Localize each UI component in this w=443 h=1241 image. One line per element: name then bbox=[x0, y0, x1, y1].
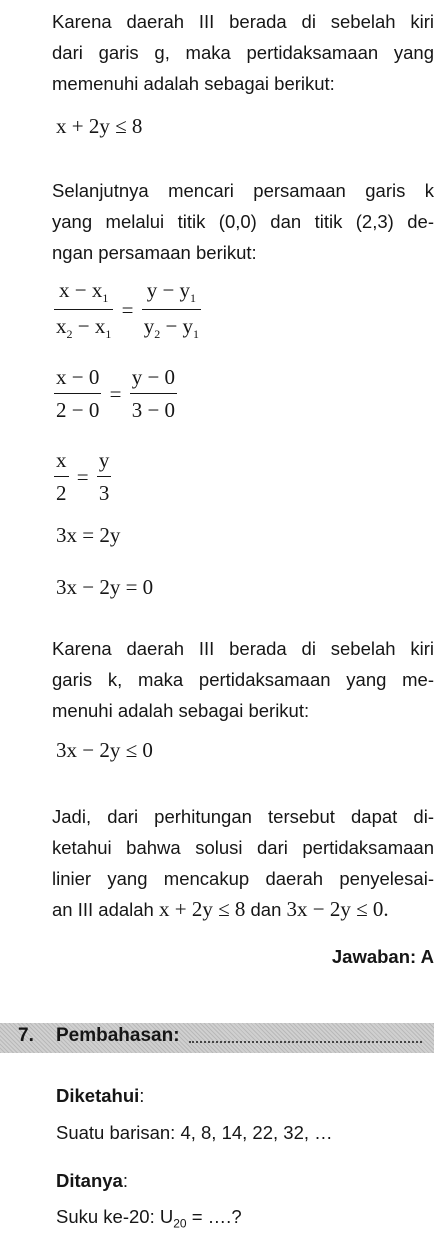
paragraph-line: Selanjutnya mencari persamaan garis k bbox=[52, 180, 434, 201]
fraction-right: $\frac{y - y_1}{y_2 - y_1}$ bbox=[143, 278, 200, 342]
paragraph-line: ketahui bahwa solusi dari pertidaksamaan bbox=[52, 837, 434, 858]
inequality-inline-g: x + 2y ≤ 8 bbox=[158, 897, 246, 921]
dotted-leader bbox=[189, 1041, 422, 1043]
paragraph-line: Karena daerah III berada di sebelah kiri bbox=[52, 11, 434, 32]
inequality-line-k: 3x − 2y ≤ 0 bbox=[56, 738, 153, 762]
section-title: Pembahasan: bbox=[56, 1025, 180, 1046]
equals-sign: = bbox=[76, 464, 89, 489]
paragraph-line: menuhi adalah sebagai berikut: bbox=[52, 700, 310, 721]
known-sequence: Suatu barisan: 4, 8, 14, 22, 32, … bbox=[56, 1122, 333, 1143]
inequality-line-g: x + 2y ≤ 8 bbox=[56, 114, 143, 138]
section-number: 7. bbox=[18, 1025, 34, 1046]
section-header bbox=[0, 1023, 434, 1053]
paragraph-line: dari garis g, maka pertidaksamaan yang bbox=[52, 42, 434, 63]
fraction-left: $\frac{x}{2}$ bbox=[56, 448, 67, 505]
fraction-right: $\frac{y - 0}{3 - 0}$ bbox=[131, 365, 176, 422]
paragraph-line: ngan persamaan berikut: bbox=[52, 242, 257, 263]
fraction-left: $\frac{x - 0}{2 - 0}$ bbox=[56, 365, 100, 422]
paragraph-region-iii-line-k bbox=[52, 633, 434, 726]
substitution-step bbox=[54, 365, 177, 423]
equals-sign: = bbox=[109, 381, 122, 406]
paragraph-line: garis k, maka pertidaksamaan yang me- bbox=[52, 669, 434, 690]
equals-sign: = bbox=[121, 297, 134, 322]
paragraph-line: memenuhi adalah sebagai berikut: bbox=[52, 73, 335, 94]
equation-step-line-k: 3x − 2y = 0 bbox=[56, 575, 154, 599]
paragraph-line: linier yang mencakup daerah penyelesai- bbox=[52, 868, 434, 889]
asked-heading: Ditanya: bbox=[56, 1170, 128, 1191]
inequality-inline-k: 3x − 2y ≤ 0 bbox=[286, 897, 384, 921]
paragraph-line: yang melalui titik (0,0) dan titik (2,3) de- bbox=[52, 211, 434, 232]
fraction-right: $\frac{y}{3}$ bbox=[98, 448, 110, 505]
two-point-formula bbox=[54, 278, 201, 342]
paragraph-line-k-intro bbox=[52, 175, 434, 268]
answer-label: Jawaban: A bbox=[331, 946, 434, 967]
paragraph-line-last: an III adalah x + 2y ≤ 8 dan 3x − 2y ≤ 0. bbox=[52, 897, 389, 921]
simplified-step bbox=[54, 448, 111, 506]
paragraph-line: Karena daerah III berada di sebelah kiri bbox=[52, 638, 434, 659]
known-heading: Diketahui: bbox=[56, 1085, 145, 1106]
asked-question: Suku ke-20: $U_{20}$ = ….? bbox=[56, 1206, 242, 1231]
fraction-left: $\frac{x - x_1}{x_2 - x_1}$ bbox=[56, 278, 112, 342]
paragraph-region-iii-line-g bbox=[52, 6, 434, 99]
paragraph-conclusion bbox=[52, 801, 434, 925]
equation-step-cross: 3x = 2y bbox=[56, 523, 121, 547]
paragraph-line: Jadi, dari perhitungan tersebut dapat di- bbox=[52, 806, 434, 827]
